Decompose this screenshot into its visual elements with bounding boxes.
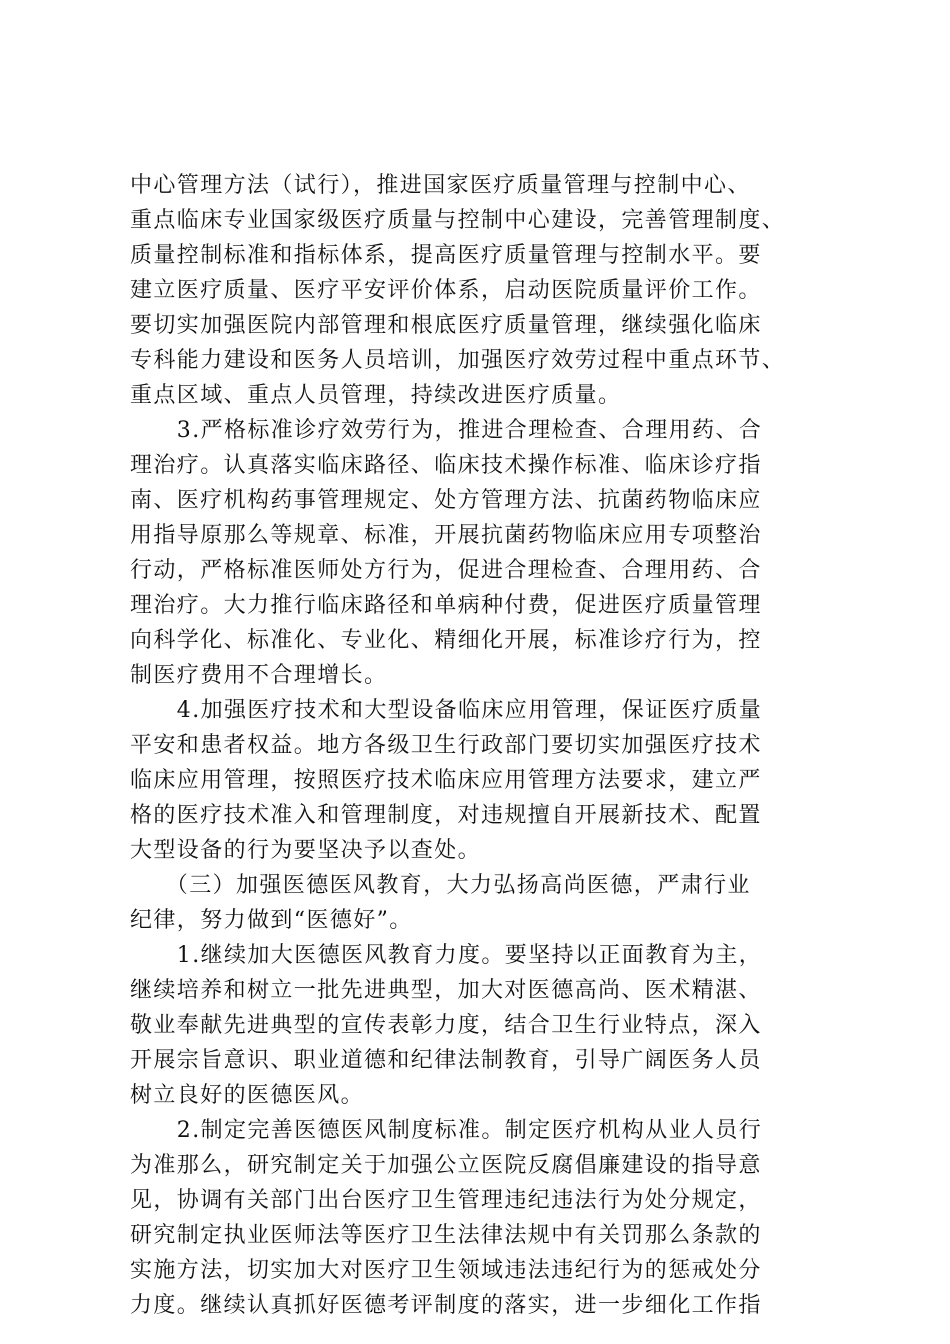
text-line: 3.严格标准诊疗效劳行为，推进合理检查、合理用药、合	[130, 418, 763, 443]
text-line: （三）加强医德医风教育，大力弘扬高尚医德，严肃行业	[130, 873, 751, 898]
text-line: 格的医疗技术准入和管理制度，对违规擅自开展新技术、配置	[130, 803, 762, 828]
text-line: 纪律，努力做到“医德好”。	[130, 908, 413, 933]
text-line: 理治疗。大力推行临床路径和单病种付费，促进医疗质量管理	[130, 593, 762, 618]
text-line: 大型设备的行为要坚决予以查处。	[130, 838, 482, 863]
text-line: 4.加强医疗技术和大型设备临床应用管理，保证医疗质量	[130, 698, 763, 723]
text-line: 中心管理方法（试行），推进国家医疗质量管理与控制中心、	[130, 173, 751, 198]
text-line: 平安和患者权益。地方各级卫生行政部门要切实加强医疗技术	[130, 733, 762, 758]
text-line: 实施方法，切实加大对医疗卫生领域违法违纪行为的惩戒处分	[130, 1258, 762, 1283]
text-line: 南、医疗机构药事管理规定、处方管理方法、抗菌药物临床应	[130, 488, 762, 513]
text-line: 开展宗旨意识、职业道德和纪律法制教育，引导广阔医务人员	[130, 1048, 762, 1073]
text-line: 向科学化、标准化、专业化、精细化开展，标准诊疗行为，控	[130, 628, 762, 653]
text-line: 树立良好的医德医风。	[130, 1083, 365, 1108]
text-line: 质量控制标准和指标体系，提高医疗质量管理与控制水平。要	[130, 243, 762, 268]
text-line: 专科能力建设和医务人员培训，加强医疗效劳过程中重点环节、	[130, 348, 786, 373]
text-line: 见，协调有关部门出台医疗卫生管理违纪违法行为处分规定，	[130, 1188, 762, 1213]
text-line: 重点临床专业国家级医疗质量与控制中心建设，完善管理制度、	[130, 208, 786, 233]
text-line: 力度。继续认真抓好医德考评制度的落实，进一步细化工作指	[130, 1293, 762, 1318]
text-line: 研究制定执业医师法等医疗卫生法律法规中有关罚那么条款的	[130, 1223, 762, 1248]
text-line: 用指导原那么等规章、标准，开展抗菌药物临床应用专项整治	[130, 523, 762, 548]
text-line: 敬业奉献先进典型的宣传表彰力度，结合卫生行业特点，深入	[130, 1013, 762, 1038]
text-line: 1.继续加大医德医风教育力度。要坚持以正面教育为主，	[130, 943, 763, 968]
text-line: 重点区域、重点人员管理，持续改进医疗质量。	[130, 383, 622, 408]
text-line: 要切实加强医院内部管理和根底医疗质量管理，继续强化临床	[130, 313, 762, 338]
text-line: 建立医疗质量、医疗平安评价体系，启动医院质量评价工作。	[130, 278, 762, 303]
text-line: 2.制定完善医德医风制度标准。制定医疗机构从业人员行	[130, 1118, 763, 1143]
text-line: 为准那么，研究制定关于加强公立医院反腐倡廉建设的指导意	[130, 1153, 762, 1178]
text-line: 理治疗。认真落实临床路径、临床技术操作标准、临床诊疗指	[130, 453, 762, 478]
document-body	[130, 168, 830, 1323]
text-line: 行动，严格标准医师处方行为，促进合理检查、合理用药、合	[130, 558, 762, 583]
text-line: 制医疗费用不合理增长。	[130, 663, 388, 688]
text-line: 继续培养和树立一批先进典型，加大对医德高尚、医术精湛、	[130, 978, 762, 1003]
text-line: 临床应用管理，按照医疗技术临床应用管理方法要求，建立严	[130, 768, 762, 793]
